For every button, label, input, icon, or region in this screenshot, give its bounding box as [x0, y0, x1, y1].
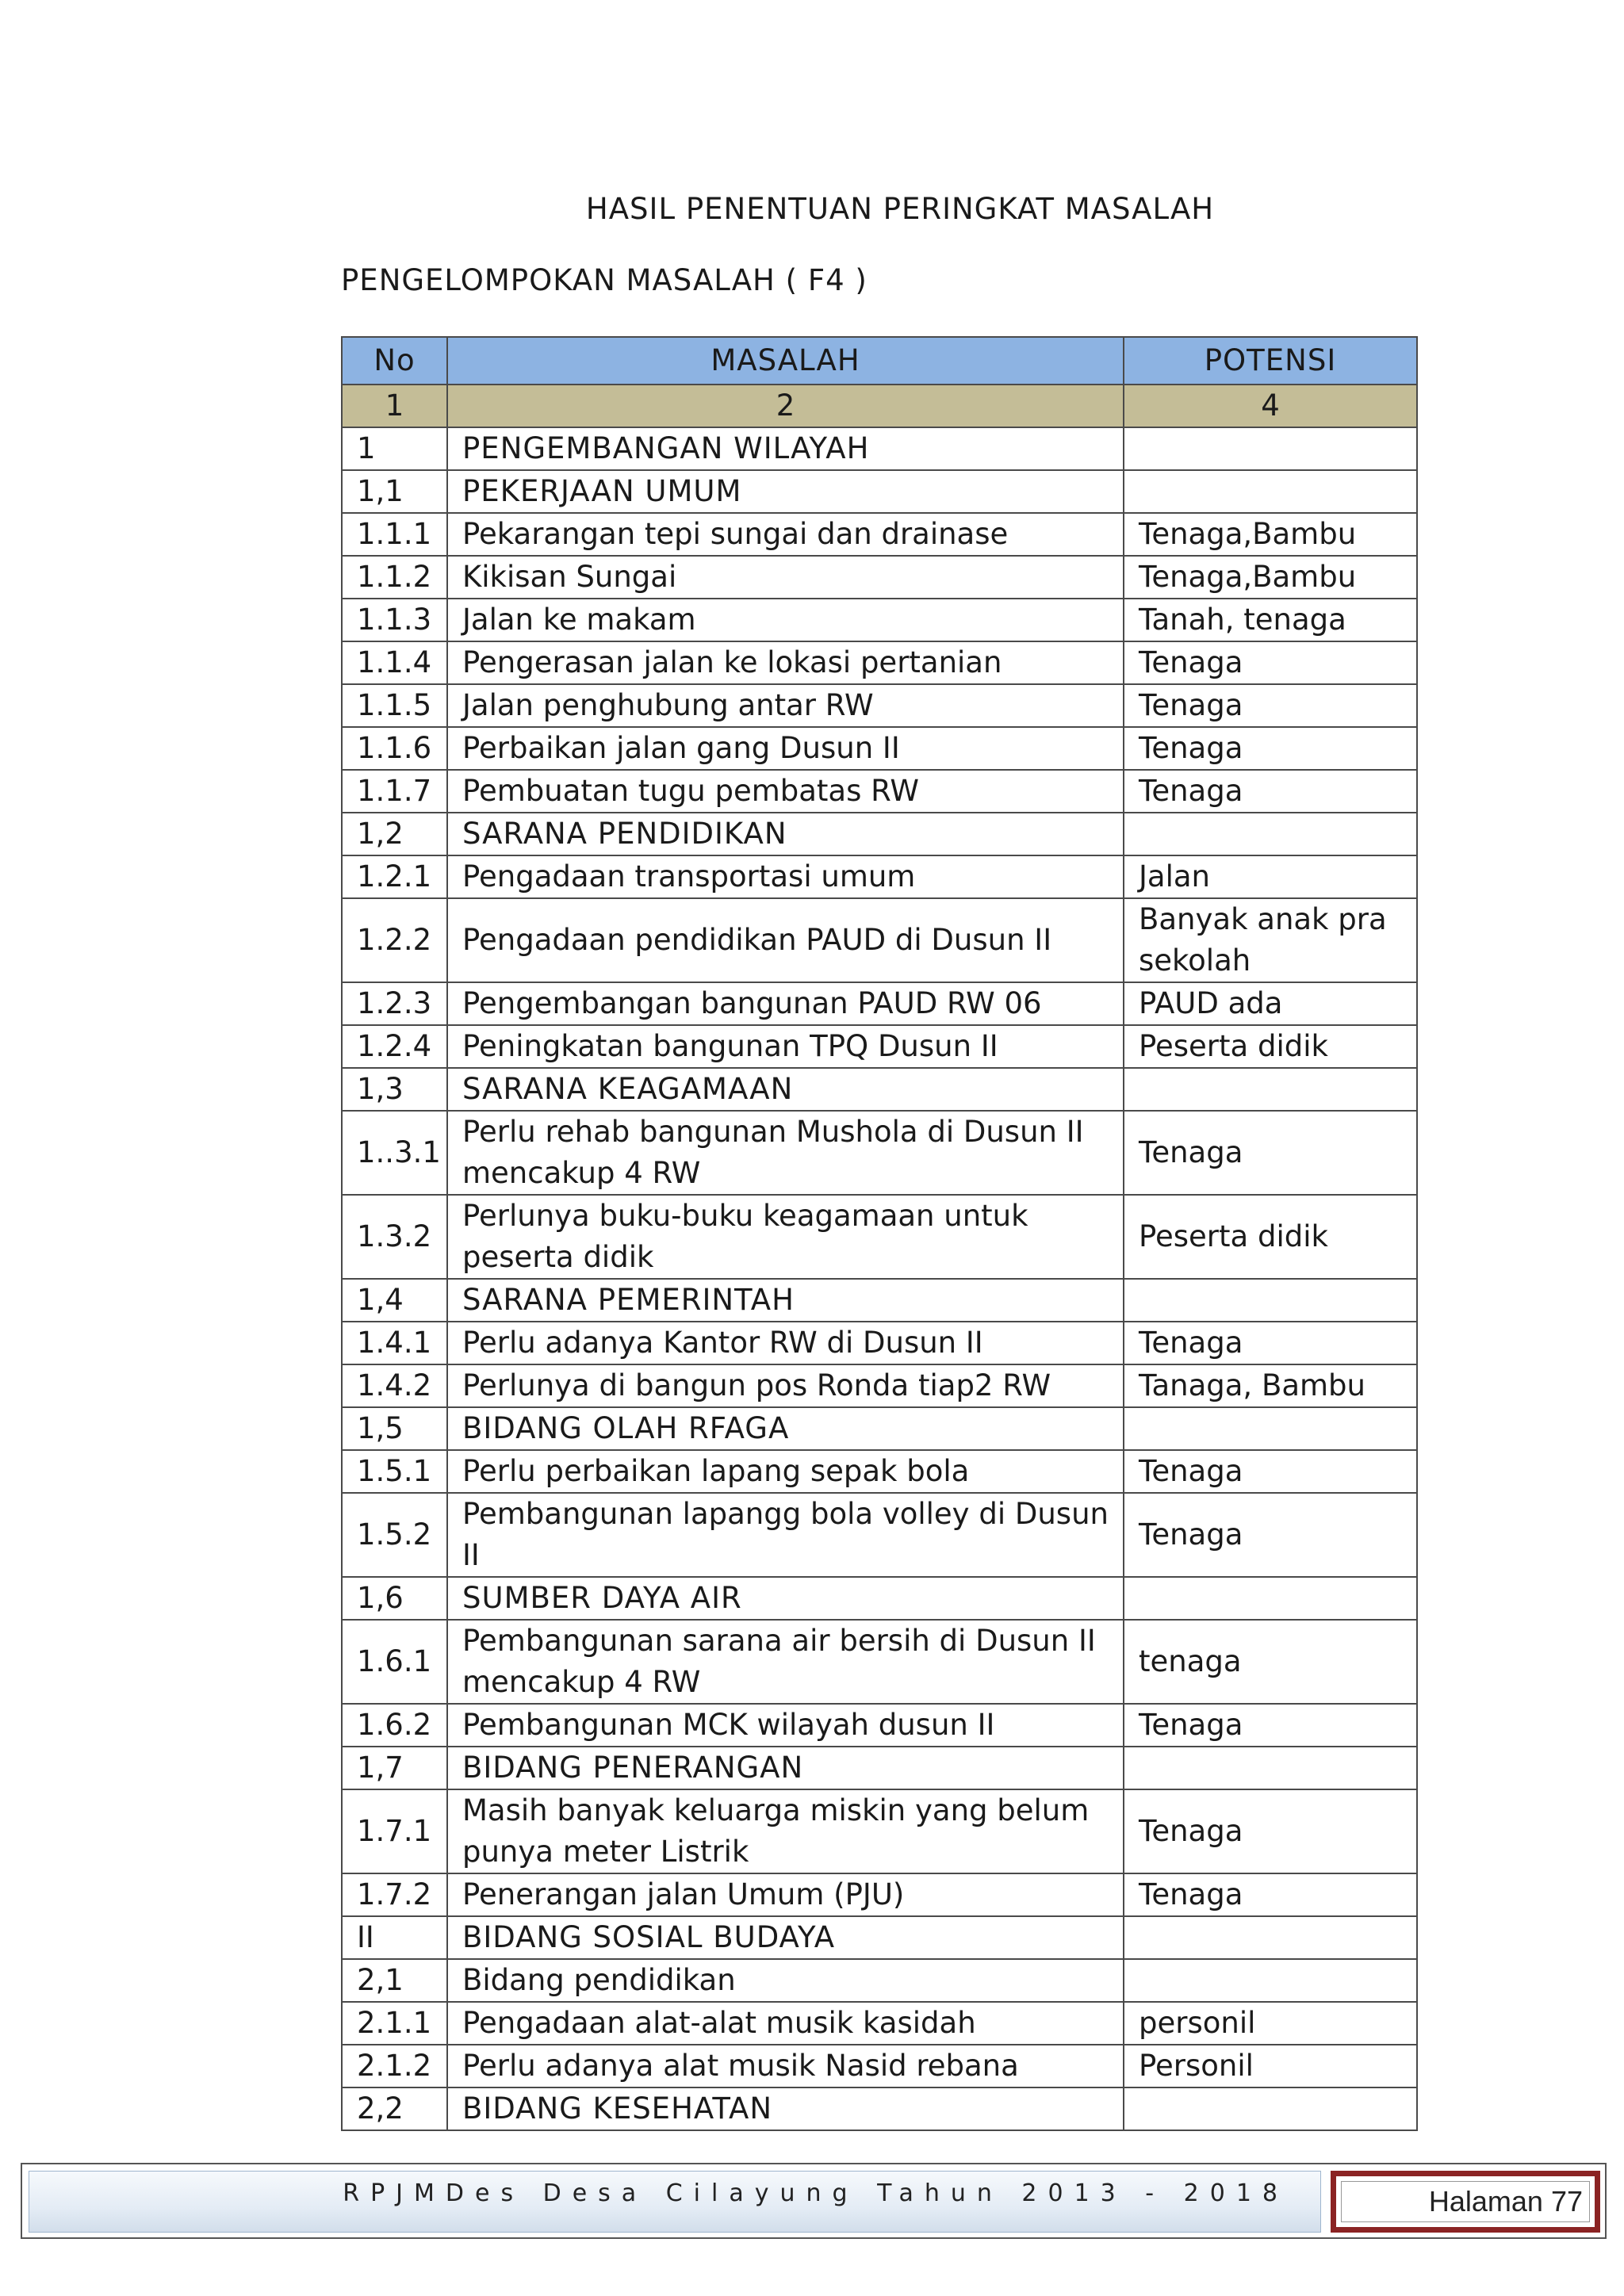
cell-potensi: Peserta didik	[1124, 1195, 1417, 1279]
cell-potensi: Tenaga	[1124, 1789, 1417, 1873]
table-row	[342, 813, 1417, 855]
cell-no: 1.5.2	[342, 1493, 447, 1577]
cell-potensi	[1124, 427, 1417, 470]
cell-no: 1.3.2	[342, 1195, 447, 1279]
cell-masalah: Pengerasan jalan ke lokasi pertanian	[447, 641, 1124, 684]
cell-masalah: Perlunya buku-buku keagamaan untuk peserta didik	[447, 1195, 1124, 1279]
cell-masalah: Pembangunan MCK wilayah dusun II	[447, 1704, 1124, 1747]
table-row	[342, 770, 1417, 813]
cell-no: 1.2.2	[342, 898, 447, 982]
numbering-no: 1	[342, 385, 447, 427]
cell-potensi: Tenaga	[1124, 1450, 1417, 1493]
table-row	[342, 1747, 1417, 1789]
cell-potensi: tenaga	[1124, 1620, 1417, 1704]
cell-masalah: BIDANG OLAH RFAGA	[447, 1407, 1124, 1450]
table-row	[342, 1450, 1417, 1493]
cell-no: 1.2.4	[342, 1025, 447, 1068]
cell-no: II	[342, 1916, 447, 1959]
cell-masalah: SARANA PEMERINTAH	[447, 1279, 1124, 1322]
cell-masalah: Perlu perbaikan lapang sepak bola	[447, 1450, 1124, 1493]
cell-no: 1,2	[342, 813, 447, 855]
table-row	[342, 1407, 1417, 1450]
cell-masalah: PEKERJAAN UMUM	[447, 470, 1124, 513]
cell-no: 1.4.2	[342, 1364, 447, 1407]
table-header-row	[342, 337, 1417, 385]
cell-potensi: Tenaga	[1124, 684, 1417, 727]
table-row	[342, 1620, 1417, 1704]
cell-no: 1.1.4	[342, 641, 447, 684]
cell-potensi: Jalan	[1124, 855, 1417, 898]
table-row	[342, 599, 1417, 641]
cell-no: 2,2	[342, 2087, 447, 2130]
cell-potensi: Banyak anak pra sekolah	[1124, 898, 1417, 982]
table-row	[342, 1195, 1417, 1279]
cell-potensi: Tenaga,Bambu	[1124, 556, 1417, 599]
cell-no: 2.1.1	[342, 2002, 447, 2045]
table-row	[342, 470, 1417, 513]
table-row	[342, 427, 1417, 470]
cell-masalah: Perlu adanya Kantor RW di Dusun II	[447, 1322, 1124, 1364]
table-row	[342, 1704, 1417, 1747]
cell-no: 1,3	[342, 1068, 447, 1111]
cell-potensi	[1124, 2087, 1417, 2130]
cell-masalah: Bidang pendidikan	[447, 1959, 1124, 2002]
cell-masalah: Perlu adanya alat musik Nasid rebana	[447, 2045, 1124, 2087]
footer-bar	[29, 2171, 1321, 2233]
table-row	[342, 2087, 1417, 2130]
cell-no: 1,4	[342, 1279, 447, 1322]
table-row	[342, 513, 1417, 556]
table-row	[342, 1959, 1417, 2002]
cell-potensi	[1124, 1577, 1417, 1620]
cell-no: 1,5	[342, 1407, 447, 1450]
cell-masalah: SARANA PENDIDIKAN	[447, 813, 1124, 855]
cell-potensi	[1124, 1747, 1417, 1789]
cell-no: 1.7.2	[342, 1873, 447, 1916]
table-row	[342, 855, 1417, 898]
cell-masalah: BIDANG PENERANGAN	[447, 1747, 1124, 1789]
cell-no: 1.1.3	[342, 599, 447, 641]
cell-no: 1.2.3	[342, 982, 447, 1025]
cell-potensi: Tenaga	[1124, 727, 1417, 770]
cell-masalah: Jalan ke makam	[447, 599, 1124, 641]
cell-potensi	[1124, 470, 1417, 513]
cell-masalah: Pengadaan alat-alat musik kasidah	[447, 2002, 1124, 2045]
cell-masalah: BIDANG SOSIAL BUDAYA	[447, 1916, 1124, 1959]
cell-no: 1.1.1	[342, 513, 447, 556]
page-number-inner	[1341, 2181, 1590, 2222]
table-row	[342, 2045, 1417, 2087]
cell-masalah: Jalan penghubung antar RW	[447, 684, 1124, 727]
table-row	[342, 641, 1417, 684]
table-row	[342, 1493, 1417, 1577]
cell-potensi: Peserta didik	[1124, 1025, 1417, 1068]
page-number-box	[1331, 2171, 1600, 2233]
cell-masalah: Perbaikan jalan gang Dusun II	[447, 727, 1124, 770]
cell-masalah: PENGEMBANGAN WILAYAH	[447, 427, 1124, 470]
cell-masalah: Penerangan jalan Umum (PJU)	[447, 1873, 1124, 1916]
table-row	[342, 1068, 1417, 1111]
cell-no: 1,1	[342, 470, 447, 513]
cell-no: 1.1.5	[342, 684, 447, 727]
page-number: Halaman 77	[1428, 2185, 1583, 2218]
cell-masalah: BIDANG KESEHATAN	[447, 2087, 1124, 2130]
cell-no: 1	[342, 427, 447, 470]
cell-masalah: Kikisan Sungai	[447, 556, 1124, 599]
table-row	[342, 1279, 1417, 1322]
cell-potensi: PAUD ada	[1124, 982, 1417, 1025]
table-row	[342, 898, 1417, 982]
document-subtitle: PENGELOMPOKAN MASALAH ( F4 )	[341, 263, 868, 297]
table-row	[342, 1916, 1417, 1959]
cell-potensi: personil	[1124, 2002, 1417, 2045]
cell-potensi	[1124, 1407, 1417, 1450]
cell-no: 1.6.2	[342, 1704, 447, 1747]
cell-potensi: Tenaga	[1124, 1322, 1417, 1364]
page-footer	[21, 2163, 1607, 2239]
cell-masalah: Perlunya di bangun pos Ronda tiap2 RW	[447, 1364, 1124, 1407]
cell-masalah: SARANA KEAGAMAAN	[447, 1068, 1124, 1111]
cell-no: 1.1.2	[342, 556, 447, 599]
cell-potensi: Tanah, tenaga	[1124, 599, 1417, 641]
cell-potensi	[1124, 1068, 1417, 1111]
cell-masalah: Pengembangan bangunan PAUD RW 06	[447, 982, 1124, 1025]
cell-potensi: Personil	[1124, 2045, 1417, 2087]
cell-no: 1.1.7	[342, 770, 447, 813]
cell-masalah: Masih banyak keluarga miskin yang belum punya meter Listrik	[447, 1789, 1124, 1873]
table-row	[342, 982, 1417, 1025]
cell-potensi: Tenaga	[1124, 1111, 1417, 1195]
cell-potensi: Tenaga,Bambu	[1124, 513, 1417, 556]
cell-no: 1.2.1	[342, 855, 447, 898]
table-row	[342, 1873, 1417, 1916]
cell-masalah: Perlu rehab bangunan Mushola di Dusun II mencakup 4 RW	[447, 1111, 1124, 1195]
cell-masalah: Pembangunan lapangg bola volley di Dusun II	[447, 1493, 1124, 1577]
cell-potensi	[1124, 1279, 1417, 1322]
cell-potensi: Tenaga	[1124, 1704, 1417, 1747]
header-masalah: MASALAH	[447, 337, 1124, 385]
table-row	[342, 1025, 1417, 1068]
cell-potensi	[1124, 813, 1417, 855]
numbering-potensi: 4	[1124, 385, 1417, 427]
table-body	[342, 427, 1417, 2130]
cell-potensi: Tenaga	[1124, 1493, 1417, 1577]
table-row	[342, 556, 1417, 599]
table-row	[342, 1322, 1417, 1364]
cell-potensi: Tanaga, Bambu	[1124, 1364, 1417, 1407]
cell-no: 1.1.6	[342, 727, 447, 770]
problem-table	[341, 336, 1418, 2131]
table-row	[342, 1364, 1417, 1407]
numbering-masalah: 2	[447, 385, 1124, 427]
cell-potensi	[1124, 1916, 1417, 1959]
table-row	[342, 1577, 1417, 1620]
cell-no: 2.1.2	[342, 2045, 447, 2087]
cell-potensi: Tenaga	[1124, 770, 1417, 813]
document-title: HASIL PENENTUAN PERINGKAT MASALAH	[585, 192, 1215, 226]
header-no: No	[342, 337, 447, 385]
table-row	[342, 1111, 1417, 1195]
table-row	[342, 727, 1417, 770]
header-potensi: POTENSI	[1124, 337, 1417, 385]
cell-potensi: Tenaga	[1124, 1873, 1417, 1916]
footer-text: RPJMDes Desa Cilayung Tahun 2013 - 2018	[343, 2179, 1289, 2207]
cell-potensi	[1124, 1959, 1417, 2002]
cell-no: 1.6.1	[342, 1620, 447, 1704]
cell-potensi: Tenaga	[1124, 641, 1417, 684]
table-row	[342, 684, 1417, 727]
table-row	[342, 1789, 1417, 1873]
cell-no: 1,7	[342, 1747, 447, 1789]
cell-no: 1.7.1	[342, 1789, 447, 1873]
cell-masalah: Pembangunan sarana air bersih di Dusun II mencakup 4 RW	[447, 1620, 1124, 1704]
cell-no: 1,6	[342, 1577, 447, 1620]
cell-masalah: Pengadaan pendidikan PAUD di Dusun II	[447, 898, 1124, 982]
table-numbering-row	[342, 385, 1417, 427]
cell-no: 2,1	[342, 1959, 447, 2002]
cell-masalah: Pembuatan tugu pembatas RW	[447, 770, 1124, 813]
cell-no: 1.4.1	[342, 1322, 447, 1364]
cell-masalah: Pekarangan tepi sungai dan drainase	[447, 513, 1124, 556]
table-row	[342, 2002, 1417, 2045]
cell-masalah: SUMBER DAYA AIR	[447, 1577, 1124, 1620]
cell-masalah: Pengadaan transportasi umum	[447, 855, 1124, 898]
cell-no: 1.5.1	[342, 1450, 447, 1493]
cell-no: 1..3.1	[342, 1111, 447, 1195]
cell-masalah: Peningkatan bangunan TPQ Dusun II	[447, 1025, 1124, 1068]
